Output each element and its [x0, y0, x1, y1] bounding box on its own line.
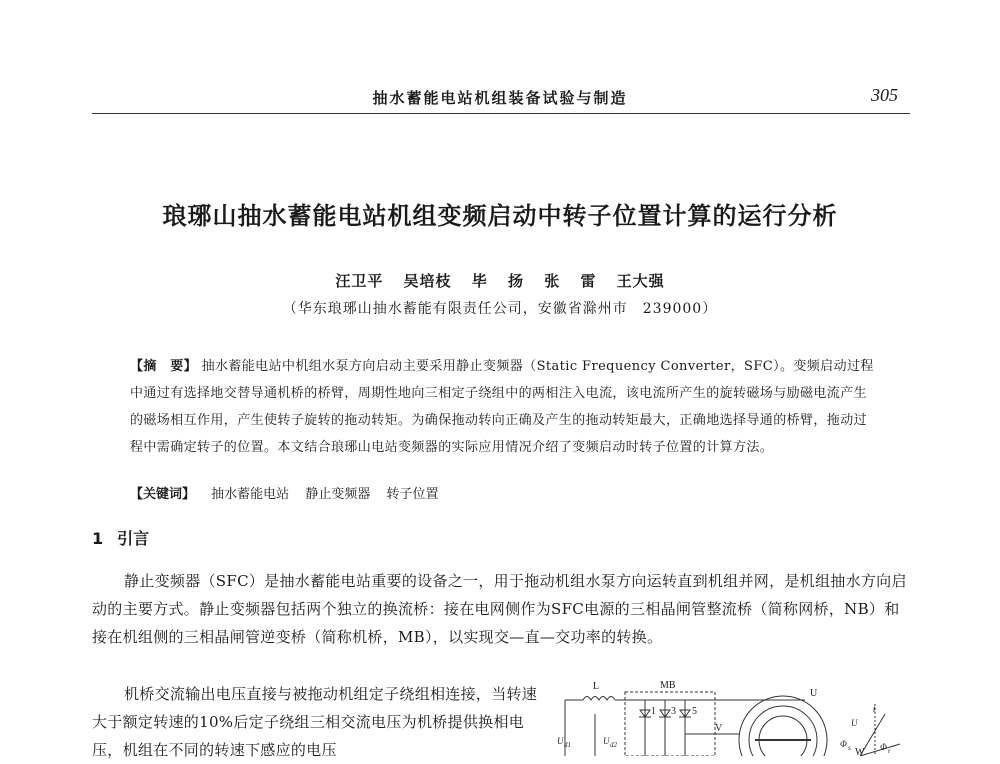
keyword-item: 静止变频器: [305, 487, 371, 502]
section-title: 引言: [117, 529, 150, 548]
ud2-subscript: d2: [610, 741, 617, 749]
running-title: 抽水蓄能电站机组装备试验与制造: [372, 89, 628, 107]
thyristor-1-label: 1: [651, 706, 656, 717]
section-heading: [92, 526, 149, 549]
page-number: 305: [871, 85, 898, 105]
rotor: [759, 716, 807, 756]
header-divider: [92, 113, 910, 114]
index-t-label: t: [873, 704, 876, 714]
abstract-label: 【摘 要】: [130, 359, 198, 374]
phi-s-label: Φ: [840, 739, 847, 749]
author-affiliation: （华东琅琊山抽水蓄能有限责任公司，安徽省滁州市 239000）: [282, 301, 718, 317]
body-paragraph: 静止变频器（SFC）是抽水蓄能电站重要的设备之一，用于拖动机组水泵方向运转直到机组并网，是机组抽水方向启动的主要方式。静止变频器包括两个独立的换流桥：接在电网侧作为SFC电源的三相晶闸管整流桥（简称网桥，NB）和接在机组侧的三相晶闸管逆变桥（简称机桥，MB），以实现交—直—交功率的转换。: [92, 572, 907, 646]
inductor-label: L: [593, 681, 600, 692]
keyword-item: 转子位置: [386, 487, 439, 502]
phase-u-label: U: [810, 688, 818, 699]
ud2-label: U: [603, 736, 610, 746]
thyristor-5-label: 5: [692, 706, 697, 717]
phi-r-label: Φ: [880, 742, 887, 752]
bridge-label: MB: [660, 680, 676, 691]
abstract-text: 抽水蓄能电站中机组水泵方向启动主要采用静止变频器（Static Frequency Converter，SFC）。变频启动过程中通过有选择地交替导通机桥的桥臂，周期性地向三相定子绕组中的两相注入电流，该电流所产生的旋转磁场与励磁电流产生的磁场相互作用，产生使转子旋转的拖动转矩。为确保拖动转向正确及产生的拖动转矩最大，正确地选择导通的桥臂，拖动过程中需确定转子的位置。本文结合琅琊山电站变频器的实际应用情况介绍了变频启动时转子位置的计算方法。: [130, 359, 874, 455]
keyword-item: 抽水蓄能电站: [211, 487, 290, 502]
inductor-coil: [583, 697, 615, 701]
article-title: 琅琊山抽水蓄能电站机组变频启动中转子位置计算的运行分析: [162, 202, 838, 230]
phi-s-subscript: s: [848, 744, 851, 752]
body-paragraph: 机桥交流输出电压直接与被拖动机组定子绕组相连接，当转速大于额定转速的10%后定子绕组三相交流电压为机桥提供换相电压，机组在不同的转速下感应的电压: [92, 685, 538, 759]
keywords: [130, 485, 874, 505]
abstract: [130, 353, 874, 461]
ud1-subscript: d1: [564, 741, 571, 749]
author-list: 汪卫平 吴培枝 毕 扬 张 雷 王大强: [335, 272, 665, 290]
phi-r-subscript: r: [888, 747, 891, 755]
ud1-label: U: [557, 736, 564, 746]
thyristor-3-label: 3: [671, 706, 676, 717]
section-number: 1: [92, 529, 104, 548]
circuit-diagram: [555, 674, 910, 756]
stator-inner: [749, 706, 817, 756]
circuit-figure: [555, 674, 910, 756]
phase-v-label: V: [715, 723, 723, 734]
keywords-label: 【关键词】: [130, 487, 196, 502]
bridge-outline: [625, 692, 715, 756]
phase-w-label: W: [855, 747, 865, 756]
vector-u-label: U: [851, 718, 858, 728]
